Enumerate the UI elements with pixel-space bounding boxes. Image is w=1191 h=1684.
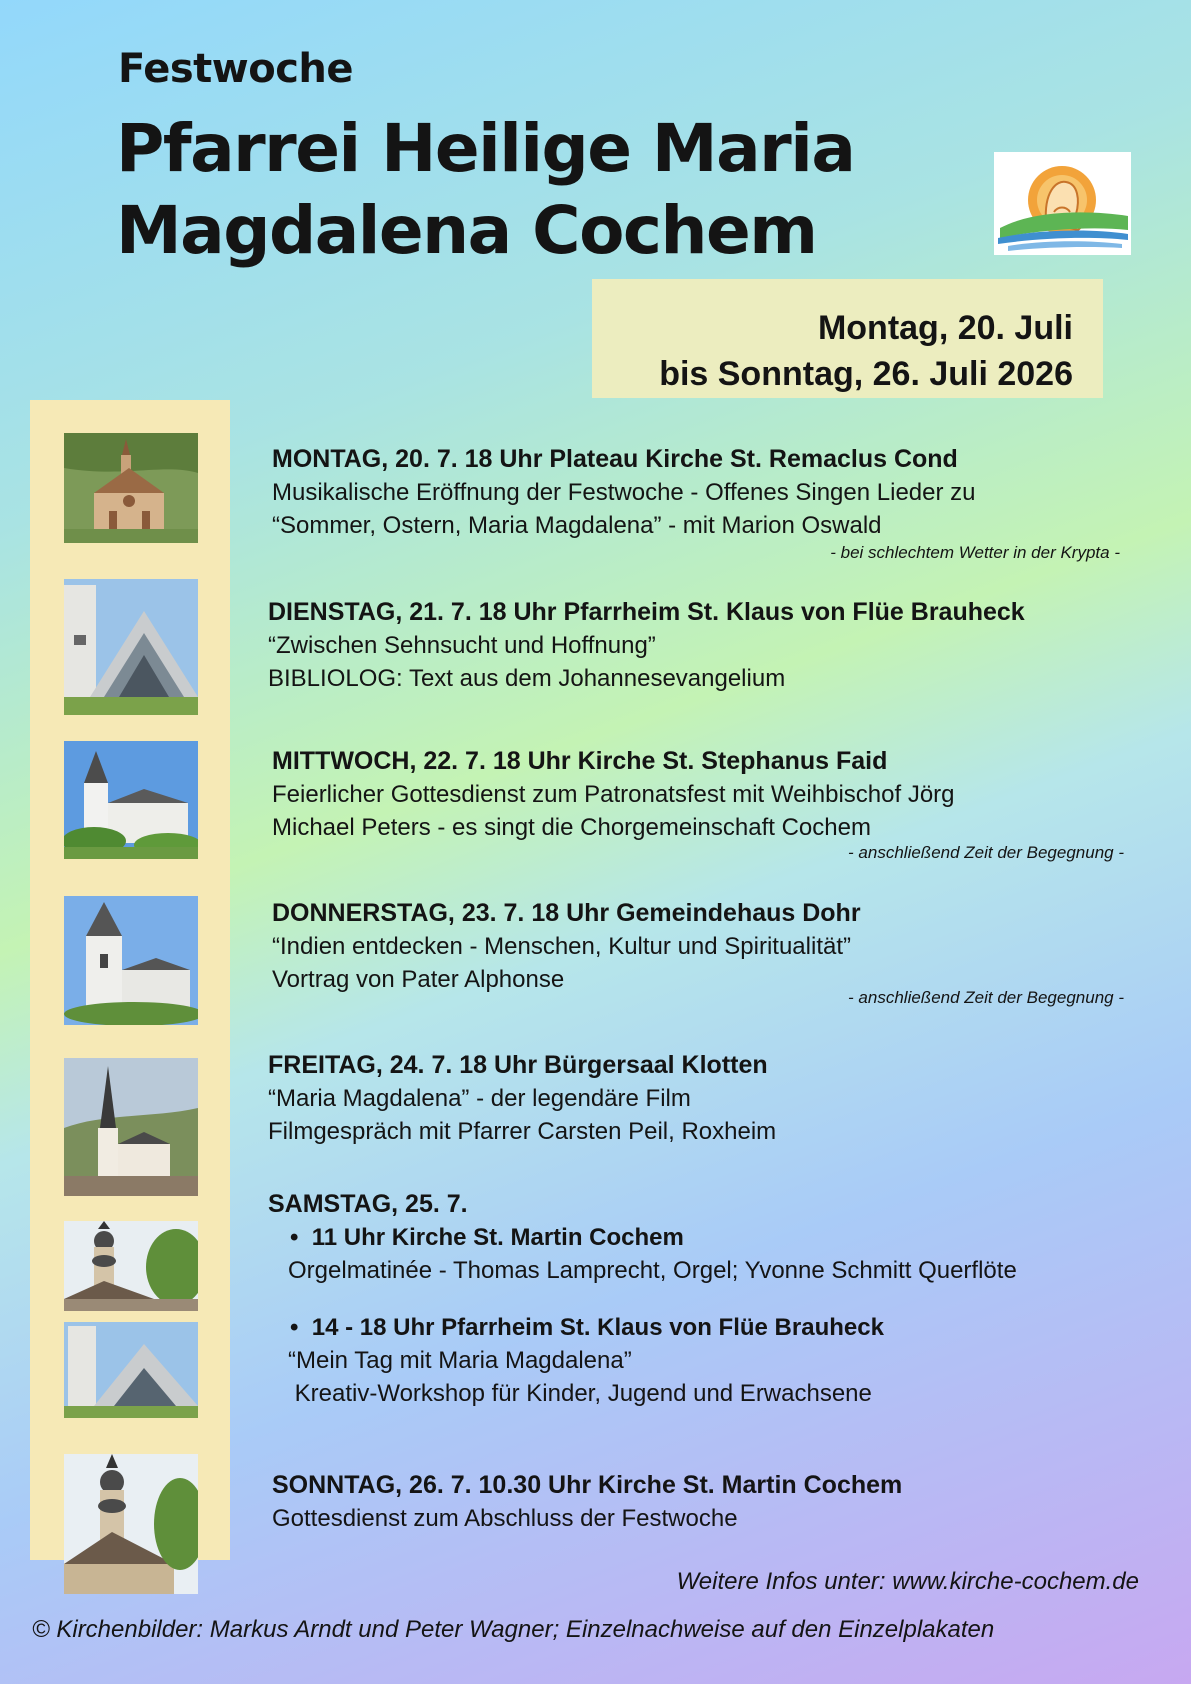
event-description: “Zwischen Sehnsucht und Hoffnung” xyxy=(268,632,656,659)
event-description: Vortrag von Pater Alphonse xyxy=(272,966,565,993)
event-samstag xyxy=(268,1188,1148,1410)
church-photo-st-martin-2 xyxy=(64,1454,198,1594)
church-photo-brauheck xyxy=(64,579,198,715)
event-donnerstag xyxy=(272,897,1132,1008)
event-description: “Sommer, Ostern, Maria Magdalena” - mit Marion Oswald xyxy=(272,512,882,539)
date-range-end: bis Sonntag, 26. Juli 2026 xyxy=(659,355,1073,393)
bullet-text: 14 - 18 Uhr Pfarrheim St. Klaus von Flüe Brauheck xyxy=(311,1314,884,1341)
copyright-note: © Kirchenbilder: Markus Arndt und Peter Wagner; Einzelnachweise auf den Einzelplakaten xyxy=(32,1616,995,1643)
event-dienstag xyxy=(268,596,1128,695)
event-heading: MITTWOCH, 22. 7. 18 Uhr Kirche St. Stephanus Faid xyxy=(272,747,888,775)
church-photo-cond xyxy=(64,433,198,543)
event-description: BIBLIOLOG: Text aus dem Johannesevangelium xyxy=(268,665,786,692)
event-description: “Indien entdecken - Menschen, Kultur und Spiritualität” xyxy=(272,933,851,960)
event-note: - anschließend Zeit der Begegnung - xyxy=(848,988,1124,1007)
church-photo-st-martin-1 xyxy=(64,1221,198,1311)
title-line-2: Magdalena Cochem xyxy=(116,192,817,269)
parish-logo xyxy=(994,152,1131,255)
event-heading: DIENSTAG, 21. 7. 18 Uhr Pfarrheim St. Klaus von Flüe Brauheck xyxy=(268,598,1025,626)
event-description: Gottesdienst zum Abschluss der Festwoche xyxy=(272,1505,738,1532)
event-description: Kreativ-Workshop für Kinder, Jugend und Erwachsene xyxy=(288,1380,872,1407)
date-range-box xyxy=(592,279,1103,398)
bullet-dot: • xyxy=(290,1224,312,1251)
page-title xyxy=(116,108,1016,272)
event-note: - bei schlechtem Wetter in der Krypta - xyxy=(830,543,1120,562)
church-photo-brauheck-2 xyxy=(64,1322,198,1418)
bullet-dot: • xyxy=(290,1314,312,1341)
title-line-1: Pfarrei Heilige Maria xyxy=(116,110,855,187)
event-note: - anschließend Zeit der Begegnung - xyxy=(848,843,1124,862)
event-description: “Mein Tag mit Maria Magdalena” xyxy=(288,1347,632,1374)
event-heading: FREITAG, 24. 7. 18 Uhr Bürgersaal Klotten xyxy=(268,1051,768,1079)
event-sonntag xyxy=(272,1469,1132,1535)
event-heading: SONNTAG, 26. 7. 10.30 Uhr Kirche St. Martin Cochem xyxy=(272,1471,903,1499)
date-range-start: Montag, 20. Juli xyxy=(817,309,1073,347)
event-heading: MONTAG, 20. 7. 18 Uhr Plateau Kirche St. Remaclus Cond xyxy=(272,445,958,473)
website-info: Weitere Infos unter: www.kirche-cochem.de xyxy=(676,1568,1139,1595)
event-heading: DONNERSTAG, 23. 7. 18 Uhr Gemeindehaus Dohr xyxy=(272,899,861,927)
church-photo-dohr xyxy=(64,896,198,1025)
event-description: “Maria Magdalena” - der legendäre Film xyxy=(268,1085,691,1112)
festwoche-label: Festwoche xyxy=(118,46,354,92)
event-heading: SAMSTAG, 25. 7. xyxy=(268,1190,468,1218)
event-bullet xyxy=(268,1221,1148,1254)
event-description: Michael Peters - es singt die Chorgemeinschaft Cochem xyxy=(272,814,871,841)
event-description: Musikalische Eröffnung der Festwoche - Offenes Singen Lieder zu xyxy=(272,479,976,506)
event-description: Orgelmatinée - Thomas Lamprecht, Orgel; Yvonne Schmitt Querflöte xyxy=(288,1257,1017,1284)
event-description: Feierlicher Gottesdienst zum Patronatsfest mit Weihbischof Jörg xyxy=(272,781,955,808)
event-freitag xyxy=(268,1049,1128,1148)
church-photo-faid xyxy=(64,741,198,859)
event-mittwoch xyxy=(272,745,1132,862)
event-description: Filmgespräch mit Pfarrer Carsten Peil, Roxheim xyxy=(268,1118,777,1145)
event-montag xyxy=(272,443,1132,564)
church-photo-klotten xyxy=(64,1058,198,1196)
event-bullet xyxy=(268,1311,1148,1344)
bullet-text: 11 Uhr Kirche St. Martin Cochem xyxy=(311,1224,684,1251)
